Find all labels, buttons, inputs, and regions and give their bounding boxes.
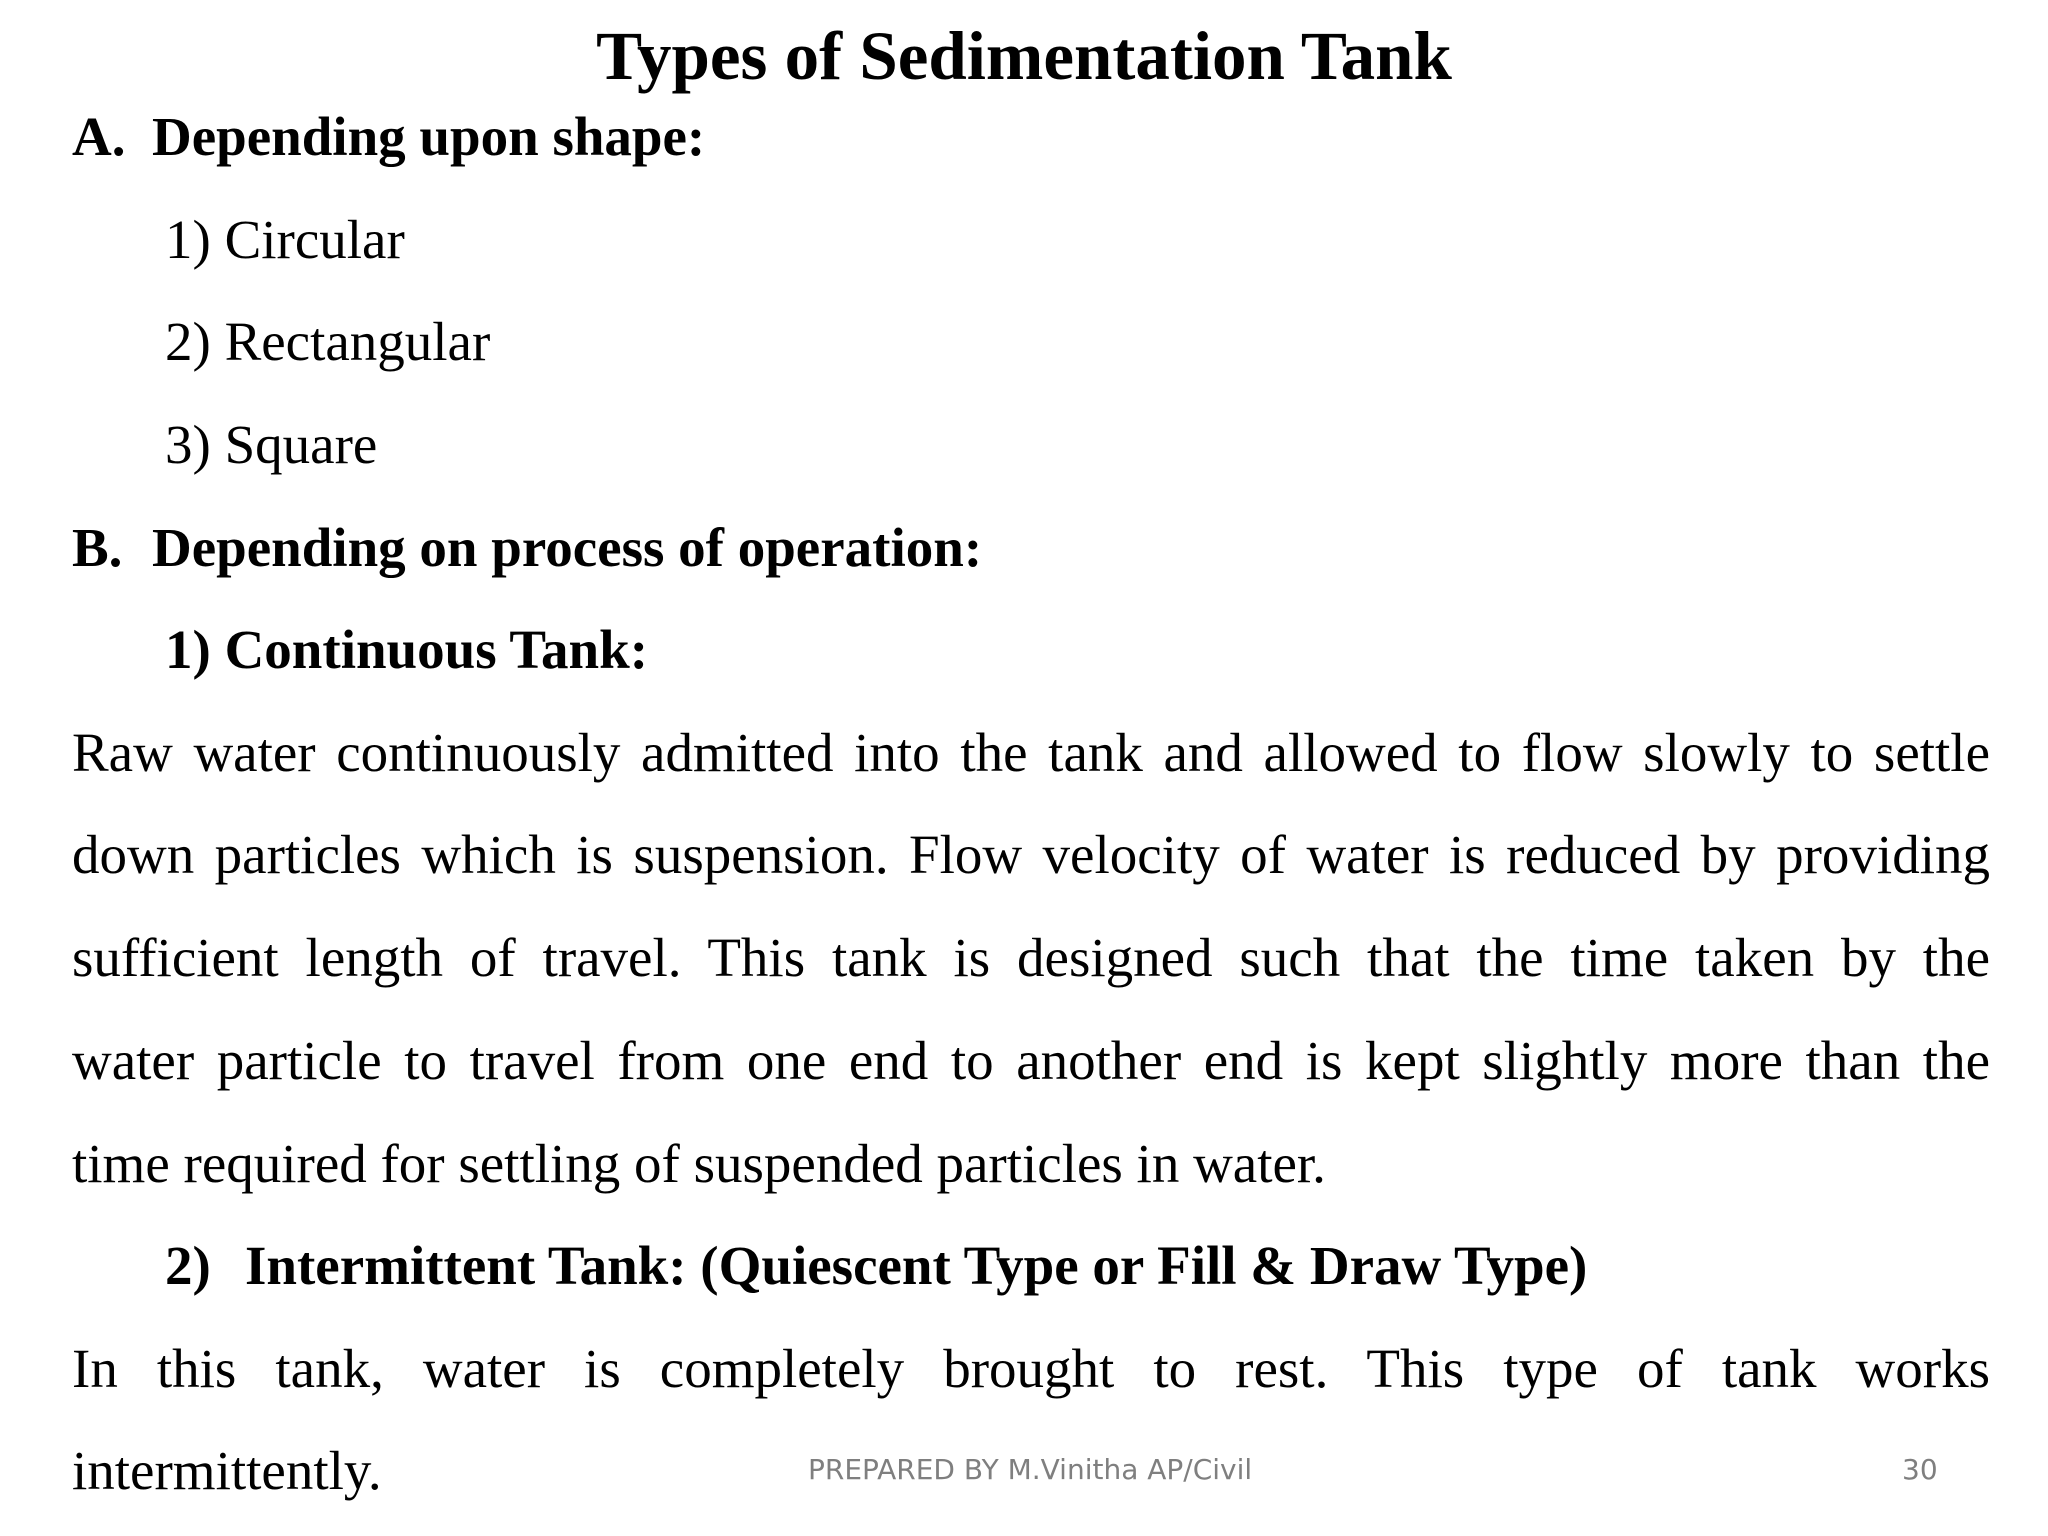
intermittent-tank-number: 2) <box>165 1235 211 1296</box>
section-a-heading <box>72 104 705 170</box>
footer-credit: PREPARED BY M.Vinitha AP/Civil <box>808 1453 1253 1486</box>
continuous-paragraph-line: sufficient length of travel. This tank is designed such that the time taken by the <box>72 927 1990 988</box>
continuous-paragraph-line: Raw water continuously admitted into the tank and allowed to flow slowly to settle <box>72 722 1990 783</box>
section-b-heading <box>72 515 982 581</box>
section-a-heading-text: Depending upon shape: <box>152 106 706 167</box>
intermittent-paragraph-line: intermittently. <box>72 1440 382 1501</box>
section-a-letter: A. <box>72 106 126 167</box>
intermittent-tank-heading-text: Intermittent Tank: (Quiescent Type or Fill & Draw Type) <box>245 1235 1588 1296</box>
intermittent-paragraph-line: In this tank, water is completely brought to rest. This type of tank works <box>72 1338 1990 1399</box>
shape-item-square: 3) Square <box>165 414 378 475</box>
intermittent-tank-heading <box>165 1233 1587 1299</box>
shape-item-rectangular: 2) Rectangular <box>165 311 491 372</box>
continuous-paragraph-line: water particle to travel from one end to another end is kept slightly more than the <box>72 1030 1990 1091</box>
continuous-tank-heading: 1) Continuous Tank: <box>165 619 649 680</box>
section-b-letter: B. <box>72 517 123 578</box>
slide-title: Types of Sedimentation Tank <box>596 18 1452 94</box>
section-b-heading-text: Depending on process of operation: <box>152 517 983 578</box>
continuous-paragraph-line: time required for settling of suspended particles in water. <box>72 1133 1326 1194</box>
page-number: 30 <box>1902 1453 1938 1486</box>
continuous-paragraph-line: down particles which is suspension. Flow velocity of water is reduced by providing <box>72 824 1990 885</box>
shape-item-circular: 1) Circular <box>165 209 405 270</box>
